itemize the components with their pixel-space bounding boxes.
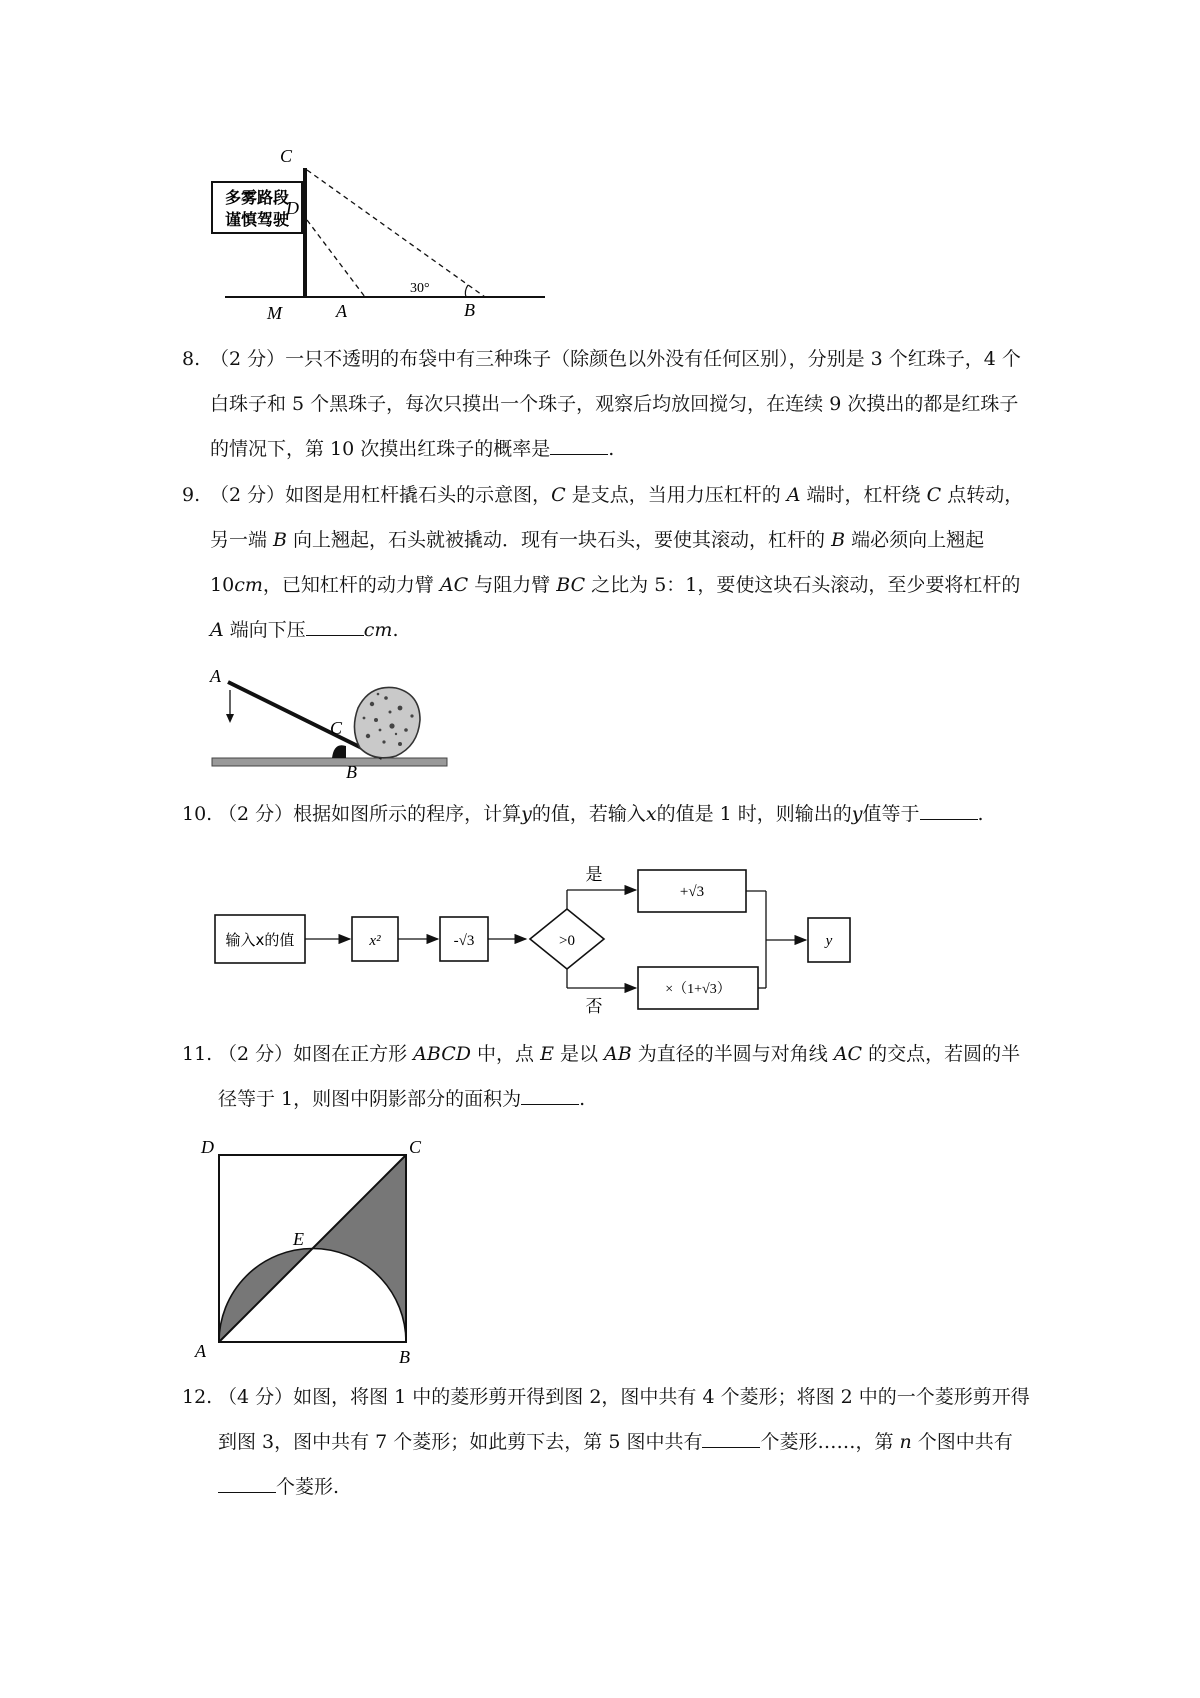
question-number: 10. <box>182 803 213 825</box>
answer-blank-1[interactable] <box>702 1429 760 1448</box>
road-sign-figure <box>200 146 580 330</box>
question-text: （2 分）根据如图所示的程序，计算y的值，若输入x的值是 1 时，则输出的y值等于 . <box>218 803 984 825</box>
square-label: x² <box>369 933 381 949</box>
question-10 <box>182 792 1032 837</box>
plus-sqrt3-label: +√3 <box>679 884 705 900</box>
answer-blank[interactable] <box>550 436 608 455</box>
label-a: A <box>210 666 221 686</box>
answer-blank[interactable] <box>306 617 364 636</box>
question-number: 11. <box>182 1043 213 1065</box>
sign-line-1: 多雾路段 <box>224 188 290 207</box>
sign-line-2: 谨慎驾驶 <box>224 210 290 229</box>
label-b: B <box>464 300 475 320</box>
condition-label: >0 <box>559 933 575 949</box>
question-11 <box>182 1032 1032 1122</box>
angle-arc <box>465 285 468 297</box>
question-12 <box>182 1375 1032 1510</box>
output-label: y <box>825 933 833 949</box>
answer-blank[interactable] <box>920 801 978 820</box>
question-number: 8. <box>182 348 201 370</box>
label-d: D <box>201 1137 214 1157</box>
question-number: 9. <box>182 484 201 506</box>
label-b: B <box>346 762 357 782</box>
question-8 <box>182 337 1032 472</box>
label-b: B <box>399 1347 410 1367</box>
label-c: C <box>409 1137 422 1157</box>
question-9 <box>182 473 1032 653</box>
line-cb <box>307 170 485 297</box>
ground-bar <box>212 758 447 766</box>
answer-blank-2[interactable] <box>218 1474 276 1493</box>
label-c: C <box>280 146 293 166</box>
question-number: 12. <box>182 1386 213 1408</box>
answer-blank[interactable] <box>521 1086 579 1105</box>
times-label: ×（1+√3） <box>665 982 731 997</box>
arrow-head <box>226 714 234 723</box>
square-figure <box>195 1125 455 1367</box>
question-text: （2 分）如图是用杠杆撬石头的示意图，C 是支点，当用力压杠杆的 A 端时，杠杆绕 C 点转动，另一端 B 向上翘起，石头就被撬动．现有一块石头，要使其滚动，杠杆的 B 端必须向上翘起 10cm，已知杠杆的动力臂 AC 与阻力臂 BC 之比为 5：1，要使这块石头滚动，至少要将杠杆的 A 端向下压 cm. <box>210 484 1024 641</box>
label-d: D <box>286 198 299 218</box>
question-text: （4 分）如图，将图 1 中的菱形剪开得到图 2，图中共有 4 个菱形；将图 2 中的一个菱形剪开得到图 3，图中共有 7 个菱形；如此剪下去，第 5 图中共有 个菱形……，第 n 个图中共有个菱形. <box>218 1386 1030 1498</box>
lever-figure <box>200 668 480 780</box>
label-c: C <box>330 718 343 738</box>
stone <box>354 687 420 757</box>
flowchart-figure <box>200 850 890 1015</box>
label-a: A <box>336 301 347 321</box>
yes-label: 是 <box>585 865 603 885</box>
label-m: M <box>267 303 282 323</box>
question-text: （2 分）一只不透明的布袋中有三种珠子（除颜色以外没有任何区别），分别是 3 个红珠子，4 个白珠子和 5 个黑珠子，每次只摸出一个珠子，观察后均放回搅匀，在连续 9 次摸出的都是红珠子的情况下，第 10 次摸出红珠子的概率是 . <box>210 348 1021 460</box>
minus-sqrt3-label: -√3 <box>453 933 475 949</box>
question-text: （2 分）如图在正方形 ABCD 中，点 E 是以 AB 为直径的半圆与对角线 AC 的交点，若圆的半径等于 1，则图中阴影部分的面积为 . <box>218 1043 1021 1110</box>
label-e: E <box>293 1229 304 1249</box>
no-label: 否 <box>585 997 603 1017</box>
line-da <box>307 220 365 297</box>
label-a: A <box>195 1341 206 1361</box>
angle-label: 30° <box>410 281 430 296</box>
fulcrum <box>332 745 346 758</box>
input-label: 输入x的值 <box>225 931 295 949</box>
